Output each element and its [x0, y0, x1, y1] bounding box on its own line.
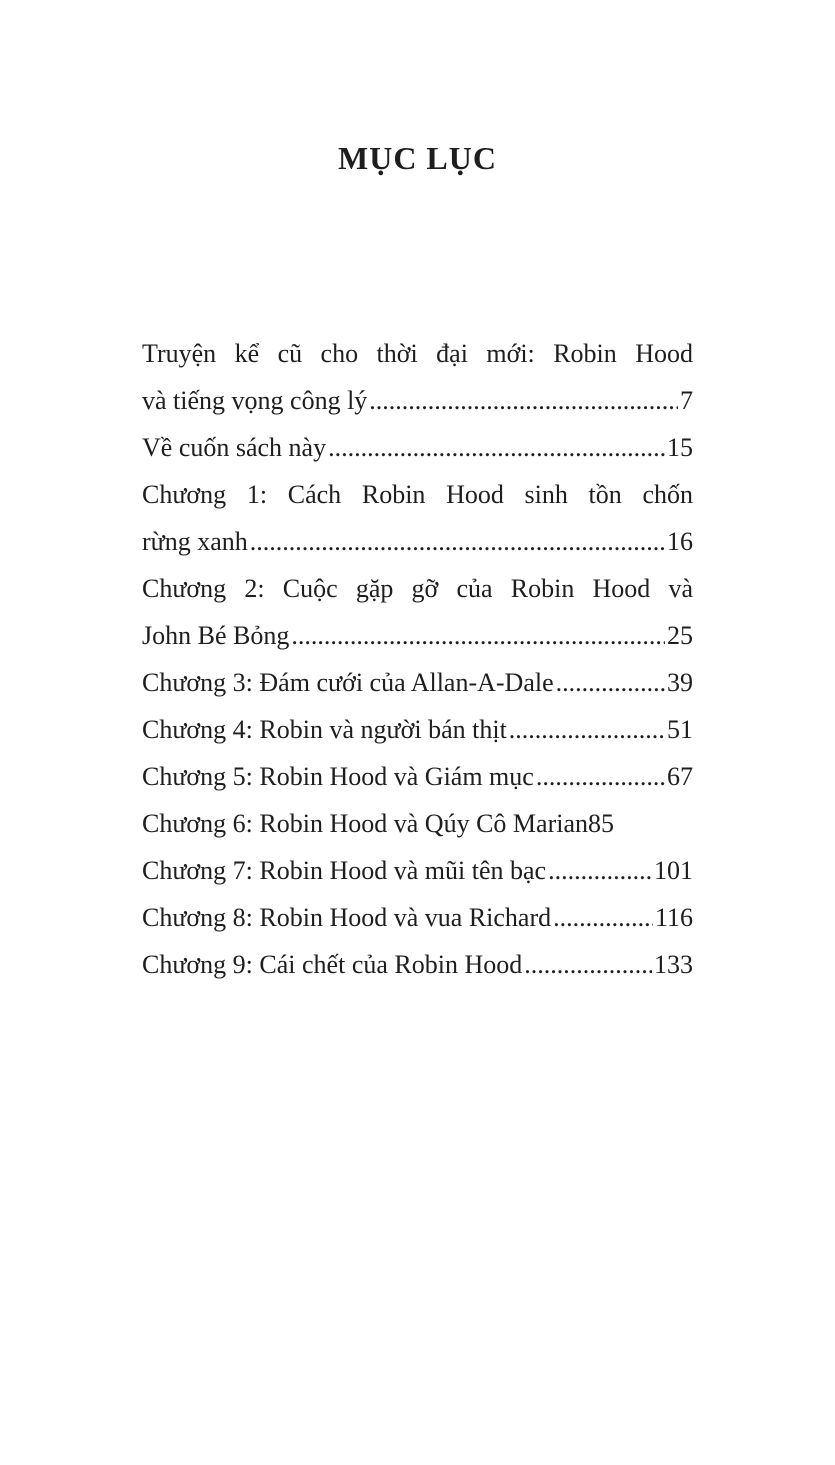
toc-page-number: 116 — [654, 903, 693, 932]
toc-page-number: 7 — [680, 386, 693, 415]
toc-page-number: 101 — [654, 856, 693, 885]
dot-leader — [536, 753, 665, 800]
toc-entry-line — [142, 330, 693, 377]
toc-entry[interactable] — [142, 565, 693, 659]
dot-leader — [548, 847, 652, 894]
toc-entry-line — [142, 471, 693, 518]
dot-leader — [553, 894, 653, 941]
toc-entry[interactable] — [142, 659, 693, 706]
toc-entry-title: John Bé Bỏng — [142, 621, 290, 650]
toc-entry-line — [142, 706, 693, 753]
toc-page-number: 85 — [588, 809, 614, 838]
toc-entry-line — [142, 377, 693, 424]
toc-entry[interactable] — [142, 894, 693, 941]
toc-entry[interactable] — [142, 706, 693, 753]
toc-entry-line — [142, 565, 693, 612]
dot-leader — [524, 941, 652, 988]
dot-leader — [250, 518, 665, 565]
toc-entry-title: Về cuốn sách này — [142, 433, 327, 462]
dot-leader — [369, 377, 678, 424]
toc-entry-title: Chương 8: Robin Hood và vua Richard — [142, 903, 552, 932]
dot-leader — [328, 424, 665, 471]
toc-entry[interactable] — [142, 424, 693, 471]
toc-entry-title: Truyện kể cũ cho thời đại mới: Robin Hood — [142, 339, 693, 368]
toc-entry-line — [142, 753, 693, 800]
toc-page-number: 15 — [667, 433, 693, 462]
toc-page-number: 51 — [667, 715, 693, 744]
toc-entry-title: Chương 1: Cách Robin Hood sinh tồn chốn — [142, 480, 693, 509]
toc-entry[interactable] — [142, 753, 693, 800]
toc-entry-title: rừng xanh — [142, 527, 248, 556]
toc-page-number: 39 — [667, 668, 693, 697]
dot-leader — [556, 659, 665, 706]
toc-entry-title: và tiếng vọng công lý — [142, 386, 368, 415]
toc-entry-line — [142, 424, 693, 471]
toc-entry[interactable] — [142, 471, 693, 565]
page-title: MỤC LỤC — [338, 140, 497, 176]
toc-entry[interactable] — [142, 847, 693, 894]
toc-entry-title: Chương 9: Cái chết của Robin Hood — [142, 950, 523, 979]
toc-entry-line — [142, 612, 693, 659]
toc-entry-line — [142, 894, 693, 941]
toc-entry-title: Chương 7: Robin Hood và mũi tên bạc — [142, 856, 547, 885]
toc-entry[interactable] — [142, 800, 693, 847]
dot-leader — [509, 706, 665, 753]
toc-entry-line — [142, 659, 693, 706]
toc-entry-title: Chương 4: Robin và người bán thịt — [142, 715, 507, 744]
toc-page-number: 67 — [667, 762, 693, 791]
toc-entry-line — [142, 518, 693, 565]
toc-entry-line — [142, 941, 693, 988]
toc-entry-title: Chương 6: Robin Hood và Qúy Cô Marian — [142, 809, 588, 838]
toc-page-number: 25 — [667, 621, 693, 650]
toc-entry-line — [142, 847, 693, 894]
toc-page-number: 16 — [667, 527, 693, 556]
toc-entry-title: Chương 2: Cuộc gặp gỡ của Robin Hood và — [142, 574, 693, 603]
toc-entry[interactable] — [142, 941, 693, 988]
toc-entry-title: Chương 3: Đám cưới của Allan-A-Dale — [142, 668, 554, 697]
dot-leader — [291, 612, 665, 659]
table-of-contents — [142, 330, 693, 988]
toc-entry-line — [142, 800, 693, 847]
toc-entry-title: Chương 5: Robin Hood và Giám mục — [142, 762, 534, 791]
toc-entry[interactable] — [142, 330, 693, 424]
toc-page-number: 133 — [654, 950, 693, 979]
